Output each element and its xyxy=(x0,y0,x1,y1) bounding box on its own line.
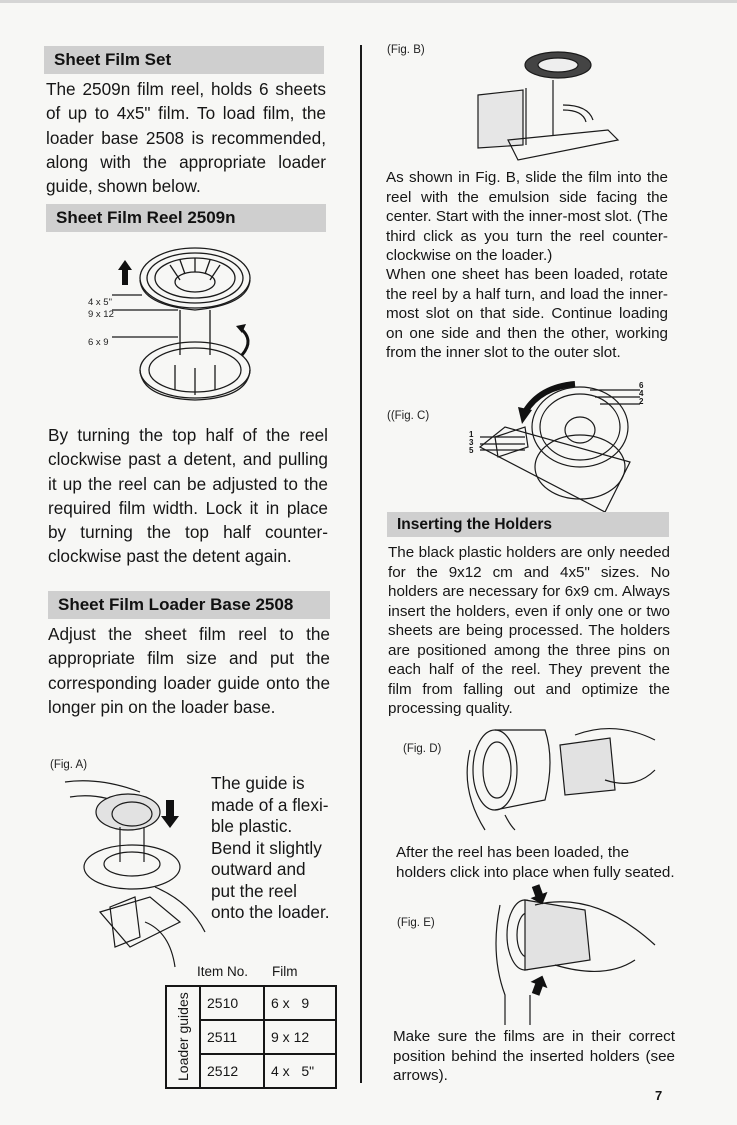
reel-illustration xyxy=(80,240,300,400)
heading-sheet-film-set: Sheet Film Set xyxy=(44,46,324,74)
heading-loader-base: Sheet Film Loader Base 2508 xyxy=(48,591,330,619)
slot-number: 6 xyxy=(639,381,644,390)
page-edge xyxy=(0,0,737,3)
item-number-cell: 2511 xyxy=(200,1020,264,1054)
slot-number: 5 xyxy=(469,446,474,455)
fig-c-illustration xyxy=(480,372,650,512)
table-side-label: Loader guides xyxy=(166,986,200,1088)
fig-e-label: (Fig. E) xyxy=(397,917,435,929)
fig-a-illustration xyxy=(60,772,210,972)
item-number-cell: 2512 xyxy=(200,1054,264,1088)
slot-number: 4 xyxy=(639,389,644,398)
fig-b-label: (Fig. B) xyxy=(387,44,425,56)
fig-c-right-numbers xyxy=(639,382,647,406)
film-size-cell: 9 x 12 xyxy=(264,1020,336,1054)
heading-inserting-holders: Inserting the Holders xyxy=(387,512,669,537)
slot-number: 2 xyxy=(639,397,644,406)
slot-number: 1 xyxy=(469,430,474,439)
fig-c-left-numbers xyxy=(469,431,477,455)
paragraph-fig-d: After the reel has been loaded, the holders click into place when fully seated. xyxy=(396,844,675,881)
paragraph-loader-base: Adjust the sheet film reel to the appropriate film size and put the corresponding loader guide onto the longer pin on the loader base. xyxy=(48,624,330,717)
fig-d-label: (Fig. D) xyxy=(403,743,442,755)
fig-b-illustration xyxy=(468,50,628,160)
table-header-film: Film xyxy=(272,964,298,979)
reel-label-4x5: 4 x 5" xyxy=(88,297,112,308)
paragraph-sheet-film-set: The 2509n film reel, holds 6 sheets of up to 4x5" film. To load film, the loader base 2508 is recommended, along with the appropriate loader guide, shown below. xyxy=(46,79,326,197)
up-arrow-icon xyxy=(118,260,132,285)
paragraph-holders: The black plastic holders are only needed for the 9x12 cm and 4x5" sizes. No holders are necessary for 6x9 cm. Always insert the holders, even if only one or two sheets are being processed. The holders are positioned among the three pins on each half of the reel. They prevent the film from falling out and optimize the processing quality. xyxy=(388,544,670,717)
table-row xyxy=(166,986,336,1020)
up-arrow-icon xyxy=(527,973,551,998)
fig-c-label: ((Fig. C) xyxy=(387,410,430,422)
fig-a-label: (Fig. A) xyxy=(50,759,88,771)
paragraph-fig-b: As shown in Fig. B, slide the film into the reel with the emulsion side facing the center. Start with the inner-most slot. (The third click as you turn the reel counter-clockwise on the loader.) xyxy=(386,169,668,264)
column-divider xyxy=(360,45,362,1083)
page-number: 7 xyxy=(655,1088,663,1103)
down-arrow-icon xyxy=(161,800,179,828)
film-size-cell: 4 x 5" xyxy=(264,1054,336,1088)
table-header-item-no: Item No. xyxy=(197,964,249,979)
paragraph-reel-adjust: By turning the top half of the reel clockwise past a detent, and pulling it up the reel can be adjusted to the required film width. Lock it in place by turning the top half counter-clockwise past the detent again. xyxy=(48,425,328,567)
loader-guides-table xyxy=(165,985,337,1089)
paragraph-fig-e: Make sure the films are in their correct position behind the inserted holders (see arrows). xyxy=(393,1028,675,1084)
reel-label-9x12: 9 x 12 xyxy=(88,309,114,320)
slot-number: 3 xyxy=(469,438,474,447)
paragraph-rotate-reel: When one sheet has been loaded, rotate the reel by a half turn, and load the inner-most slot on that side. Continue loading on one side and then the other, working from the inner slot to the outer slot. xyxy=(386,266,668,361)
heading-sheet-film-reel: Sheet Film Reel 2509n xyxy=(46,204,326,232)
film-size-cell: 6 x 9 xyxy=(264,986,336,1020)
fig-d-illustration xyxy=(465,720,665,830)
fig-a-caption: The guide is made of a flexi-ble plastic. Bend it slightly outward and put the reel onto the loader. xyxy=(211,773,330,922)
reel-label-6x9: 6 x 9 xyxy=(88,337,109,348)
fig-e-illustration xyxy=(495,885,655,1025)
item-number-cell: 2510 xyxy=(200,986,264,1020)
